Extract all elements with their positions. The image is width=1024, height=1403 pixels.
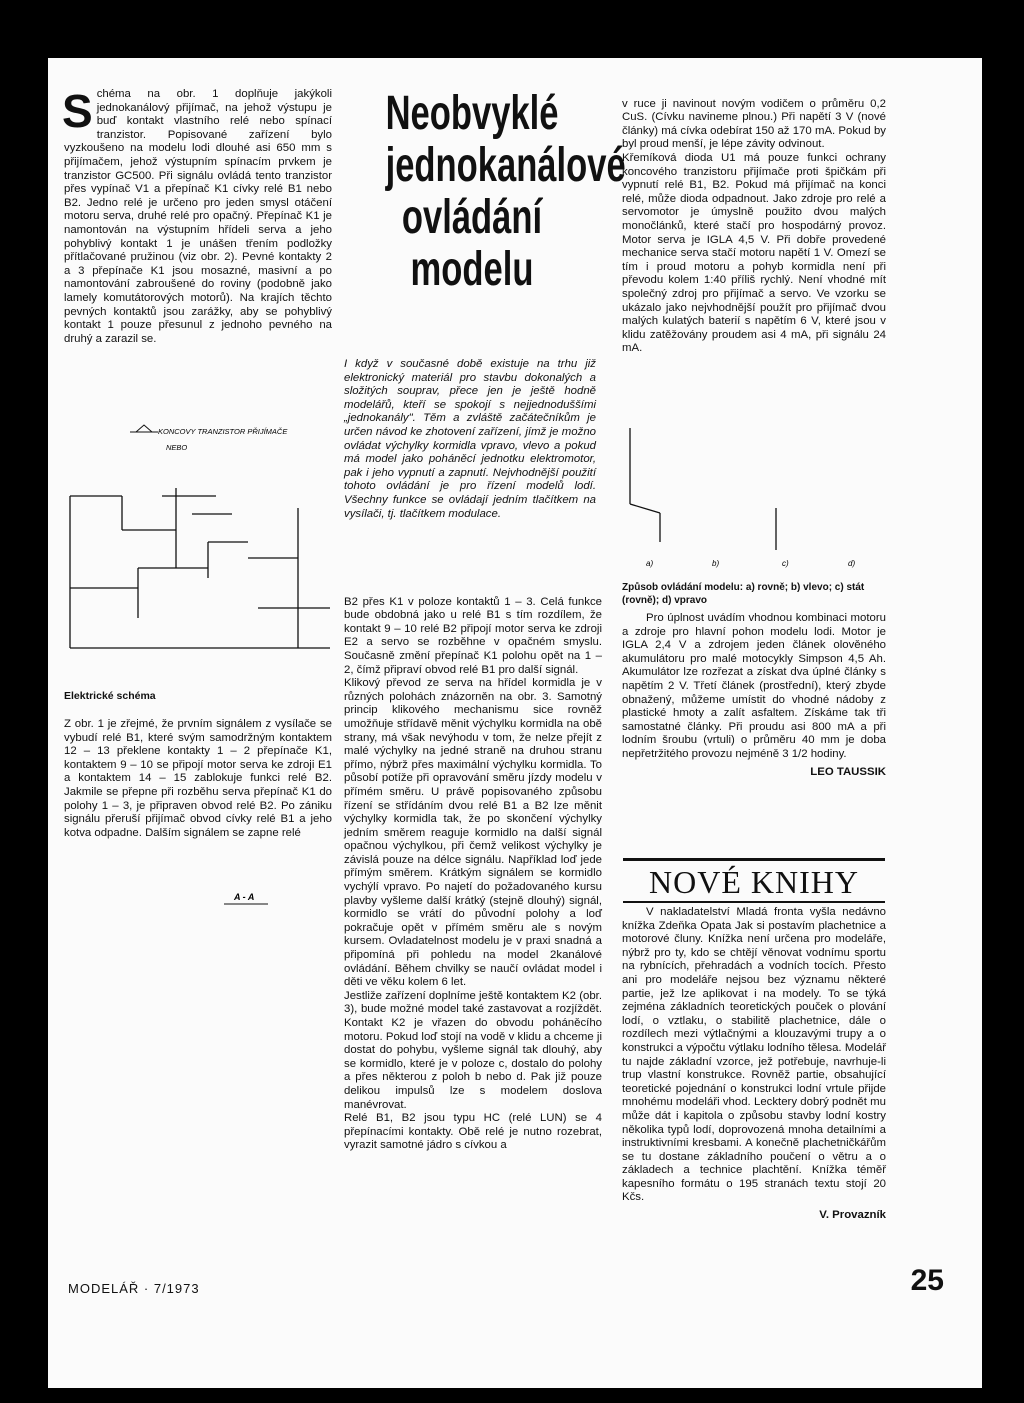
right-column-top <box>622 84 886 369</box>
author-1: LEO TAUSSIK <box>810 765 886 778</box>
middle-column <box>344 582 602 1167</box>
middle-text: B2 přes K1 v poloze kontaktů 1 – 3. Celá funkce bude obdobná jako u relé B1 s tím rozdílem, že kontakt 9 – 10 relé B2 připojí motor serva ke zdroji E2 a servo se rozběhne v opačném smyslu. Současně změní přepínač K1 polohu opět na 1 – 2, čímž připraví obvod relé B1 pro další signál. Klikový převod ze serva na hřídel kormidla je v různých polohách znázorněn na obr. 3. Samotný princip klikového mechanismu sice rovněž umožňuje střídavě měnit výchylku kormidla na obě strany, má však nevýhodu v tom, že nelze přejít z malé výchylky na jedné straně na druhou stranu přímo, nýbrž přes maximální výchylku kormidla. To působí potíže při opravování směru jízdy modelu v přímém směru. U právě popisovaného způsobu řízení se střídáním dvou relé B1 a B2 lze měnit výchylky kormidla tak, že po skončení výchylky jedním směrem reaguje kormidlo na další signál opačnou výchylkou, při čemž velikost výchylky je závislá pouze na délce signálu. Například loď jede přímým směrem. Krátkým signálem se kormidlo vychýlí vpravo. Po najetí do požadovaného kursu plavby vyšleme další krátký (stejně dlouhý) signál, kormidlo se vrátí do původní polohy a loď pokračuje opět v přímém směru ale s novým kursem. Ovladatelnost modelu je v praxi snadná a připomíná při pohledu na model 2kanálové ovládání. Během chvilky se naučí ovládat model i děti ve věku kolem 6 let. Jestliže zařízení doplníme ještě kontaktem K2 (obr. 3), bude možné model také zastavovat a rozjíždět. Kontakt K2 je vřazen do obvodu poháněcího motoru. Pokud loď stojí na vodě v klidu a chceme ji dostat do pohybu, vyšleme signál tak dlouhý, aby se kormidlo, které je v poloze c, dostalo do polohy a přes některou z poloh b nebo d. Pak již pouze delikou impulsů lze s modelem doslova manévrovat. Relé B1, B2 jsou typu HC (relé LUN) se 4 přepínacími kontakty. Obě relé je nutno rozebrat, vyrazit samotné jádro s cívkou a <box>344 595 602 1152</box>
right-column-mid <box>622 612 886 779</box>
schema-caption: Elektrické schéma <box>64 690 156 702</box>
schematic-figure <box>58 418 338 688</box>
col1-continuation <box>64 718 332 840</box>
drop-cap: S <box>62 85 93 137</box>
fig3-label-b: b) <box>712 559 720 568</box>
fig3-label-d: d) <box>848 559 856 568</box>
col1-after-text: Z obr. 1 je zřejmé, že prvním signálem z vysílače se vybudí relé B1, které svým samodržným kontaktem 12 – 13 překlene kontakty 1 – 2 přepínače K1, kontaktem 9 – 10 se připojí motor serva ke zdroji E1 a kontaktem 14 – 15 zablokuje funkci relé B2. Jakmile se přepne při rozběhu serva přepínač K1 do polohy 1 – 3, je připraven obvod relé B2. Po zániku signálu přeruší přijímač obvod cívky relé B1 a jeho kotva odpadne. Dalším signálem se zapne relé <box>64 718 332 839</box>
title-line-1: Neobvyklé <box>385 87 559 140</box>
fig3-label-a: a) <box>646 559 654 568</box>
fig3-caption: Způsob ovládání modelu: a) rovně; b) vlevo; c) stát (rovně); d) vpravo <box>622 582 865 606</box>
footer-issue: MODELÁŘ · 7/1973 <box>68 1281 200 1296</box>
intro-text: chéma na obr. 1 doplňuje jakýkoli jednokanálový přijímač, na jehož výstupu je buď kontakt vlastního relé nebo spínací tranzistor. Popisované zařízení bylo vyzkoušeno na modelu lodi dlouhé asi 650 mm s přijímačem, jehož výstupním spínacím prvkem je tranzistor GC500. Při signálu ovládá tento tranzistor přes vypínač V1 a přepínač K1 cívky relé B1 nebo B2. Jedno relé je určeno pro jeden smysl otáčení motoru serva, druhé relé pro opačný. Přepínač K1 je namontován na výstupním hřídeli serva a jeho pohyblivý kontakt 1 je unášen třením podložky přítlačované pružinou (viz obr. 2). Pevné kontakty 2 a 3 přepínače K1 jsou mosazné, masivní a po namontování zabroušené do roviny (podobně jako lamely komutátorových motorů). Na krajích těchto pevných kontaktů jsou zarážky, aby se pohyblivý kontakt 1 pouze přesunul z jednoho pevného na druhý a zarazil se. <box>64 88 332 345</box>
title-line-3: ovládání <box>401 191 543 244</box>
right-column-books <box>622 906 886 1223</box>
antenna-symbol <box>130 425 158 432</box>
magazine-page <box>48 58 982 1388</box>
right-top-text: v ruce ji navinout novým vodičem o průměru 0,2 CuS. (Cívku navineme plnou.) Při napětí 3 V (nové články) má cívka odebírat 150 až 170 mA. Pokud by byl proud menší, je lépe závity odvinout. Křemíková dioda U1 má pouze funkci ochrany koncového tranzistoru přijímače proti špičkám při vypnutí relé B1, B2. Pokud má přijímač na konci relé, může dioda odpadnout. Jako zdroje pro relé a servomotor je úmyslně použito dvou malých monočlánků, které stačí pro hospodárný provoz. Motor serva je IGLA 4,5 V. Při dobře provedené mechanice serva stačí motoru napětí 1 V. Omezí se tím i proud motoru a pohyb kormidla není při převodu kolem 1:40 příliš rychlý. Není vhodné mít společný zdroj pro přijímač a servo. Ve vzorku se ukázalo jako nejvhodnější použít pro přijímač dvou malých kulatých baterií s napětím 6 V, které jsou v klidu zatěžovány proudem asi 4 mA, při signálu 24 mA. <box>622 97 886 355</box>
fig3-label-c: c) <box>782 559 789 568</box>
title-line-2: jednokanálové <box>385 139 626 192</box>
schema-label-nebo: NEBO <box>166 443 188 452</box>
title-line-4: modelu <box>410 243 534 296</box>
article-title <box>385 87 626 296</box>
schema-wires <box>70 488 330 648</box>
section-label: A - A <box>234 892 255 902</box>
right-mid-text: Pro úplnost uvádím vhodnou kombinaci motoru a zdroje pro hlavní pohon modelu lodi. Motor je IGLA 2,4 V a zdrojem jeden článek olověného akumulátoru pro malé motocykly Simpson 4,5 Ah. Akumulátor lze rozřezat a získat dva úplné články s napětím 2 V. Třetí článek (prostřední), který zbyde obnažený, můžeme umístit do vhodné nádoby z plastické hmoty a zalít asfaltem. Získáme tak tři samostatné články. Při proudu asi 800 mA a při lodním šroubu (vrtuli) o průměru 40 mm je doba nepřetržitého provozu nejméně 3 1/2 hodiny. <box>622 612 886 760</box>
schema-label-top: KONCOVY TRANZISTOR PŘIJÍMAČE <box>158 427 288 436</box>
books-section-title: NOVÉ KNIHY <box>623 858 885 903</box>
rudder-a-line-2 <box>630 504 660 513</box>
books-text: V nakladatelství Mladá fronta vyšla nedávno knížka Zdeňka Opata Jak si postavím plachetnice a motorové čluny. Knížka není určena pro modeláře, nýbrž pro ty, kdo se chtějí věnovat vodnímu sportu na rybnících, přehradách a vodních tocích. Přesto ani pro modeláře nejsou bez významu některé partie, jež lze aplikovat i na modely. To se týká zejména základních teoretických pouček o plování lodí, o vztlaku, o stabilitě plachetnice, dále o rozdílech mezi výtlačnými a klouzavými trupy a o konstrukci a výpočtu výtlaku lodního tělesa. Modelář tu najde základní vzorce, jež potřebuje, navrhuje-li trup vlastní konstrukce. Rovněž partie, obsahující teoretické pojednání o konstrukci lodní vrtule přijde mnohému modeláři vhod. Lecktery dobrý podnět mu může dát i kapitola o způsobu stavby lodní kostry několika typů lodí, doprovozená mnoha detailními a instruktivními kresbami. A konečně plachetničkářům se tu dostane základního poučení o větru a o základech a technice plachtění. Knížka téměř kapesního formátu o 195 stranách textu stojí 20 Kčs. <box>622 906 886 1204</box>
rudder-figure <box>620 418 890 578</box>
page-number: 25 <box>910 1264 944 1297</box>
article-lead: I když v současné době existuje na trhu již elektronický materiál pro stavbu dokonalých a složitých souprav, přece jen je ještě hodně modelářů, kteří se spokojí s nejjednoduššími „jednokanály". Těm a zvláště začátečníkům je určen návod ke zhotovení zařízení, jímž je možno ovládat výchylky kormidla vpravo, vlevo a pokud má model jako poháněcí jednotku elektromotor, pak i jeho vypnutí a zapnutí. Nejvhodnější použití tohoto ovládání je pro řízení modelů lodí. Všechny funkce se ovládají jedním tlačítkem na vysílači, tj. tlačítkem modulace. <box>344 358 596 520</box>
author-2: V. Provazník <box>819 1209 886 1222</box>
intro-column <box>62 85 332 346</box>
section-figure <box>64 888 332 1248</box>
